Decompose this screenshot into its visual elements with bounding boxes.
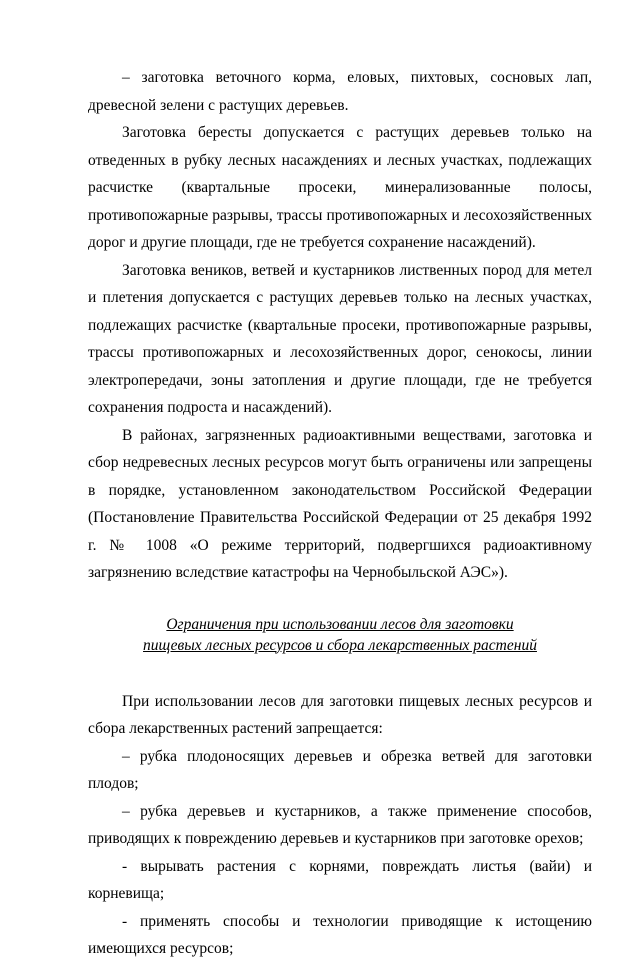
paragraph-radioactive-areas: В районах, загрязненных радиоактивными веществами, заготовка и сбор недревесных лесных ресурсов могут быть ограничены или запрещены в порядке, установленном законодательством Российской Федерации (Постановление Правительства Российской Федерации от 25 декабря 1992 г. № 1008 «О режиме территорий, подвергшихся радиоактивному загрязнению вследствие катастрофы на Чернобыльской АЭС»). xyxy=(88,426,592,581)
paragraph-prohibitions-intro: При использовании лесов для заготовки пищевых лесных ресурсов и сбора лекарственных растений запрещается: xyxy=(88,692,592,737)
list-item-nut-harvesting: – рубка деревьев и кустарников, а также применение способов, приводящих к повреждению деревьев и кустарников при заготовке орехов; xyxy=(88,802,592,847)
section-heading-line-1: Ограничения при использовании лесов для заготовки xyxy=(166,615,514,633)
paragraph-fodder-harvesting: – заготовка веточного корма, еловых, пихтовых, сосновых лап, древесной зелени с растущих деревьев. xyxy=(88,69,592,114)
list-item-uprooting: - вырывать растения с корнями, повреждать листья (вайи) и корневища; xyxy=(88,857,592,902)
section-heading-line-2: пищевых лесных ресурсов и сбора лекарственных растений xyxy=(143,636,537,654)
paragraph-brooms-branches: Заготовка веников, ветвей и кустарников лиственных пород для метел и плетения допускается с растущих деревьев только на лесных участках, подлежащих расчистке (квартальные просеки, противопожарные разрывы, трассы противопожарных и лесохозяйственных дорог, сенокосы, линии электропередачи, зоны затопления и другие площади, где не требуется сохранения подроста и насаждений). xyxy=(88,261,592,416)
document-body xyxy=(88,64,592,963)
section-heading xyxy=(88,614,592,656)
list-item-fruit-trees: – рубка плодоносящих деревьев и обрезка ветвей для заготовки плодов; xyxy=(88,747,592,792)
list-item-depletion: - применять способы и технологии приводящие к истощению имеющихся ресурсов; xyxy=(88,912,592,957)
paragraph-birch-bark: Заготовка бересты допускается с растущих деревьев только на отведенных в рубку лесных насаждениях и лесных участках, подлежащих расчистке (квартальные просеки, минерализованные полосы, противопожарные разрывы, трассы противопожарных и лесохозяйственных дорог и другие площади, где не требуется сохранение насаждений). xyxy=(88,124,592,251)
